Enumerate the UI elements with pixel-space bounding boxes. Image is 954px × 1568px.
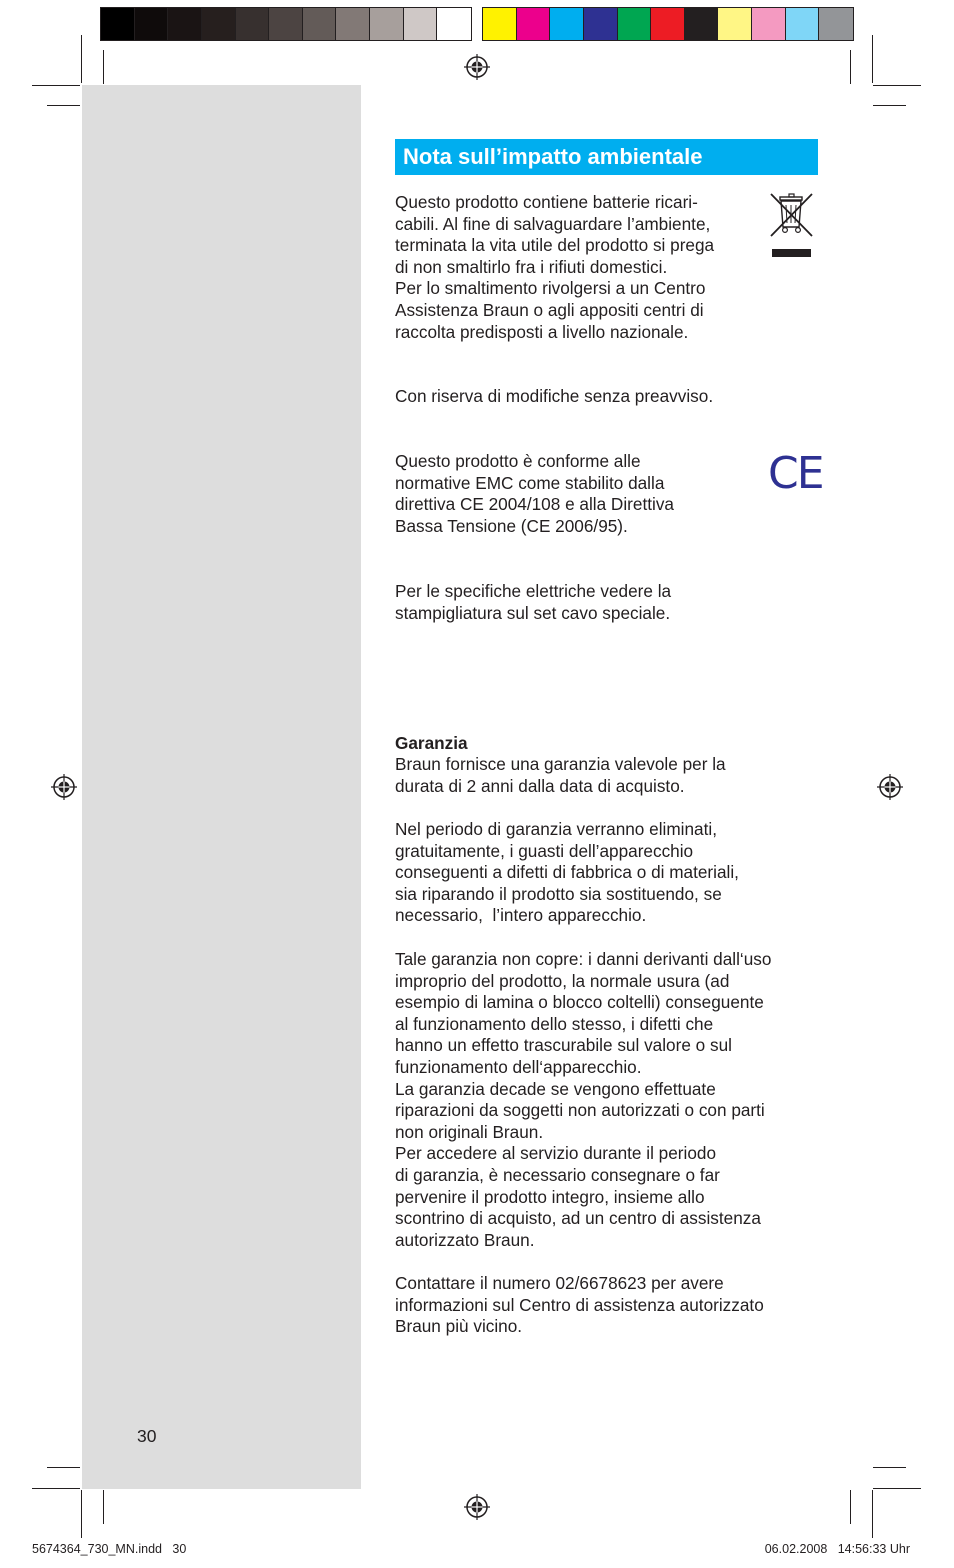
warranty-title: Garanzia (395, 733, 468, 753)
crossed-out-wheelie-bin-icon (768, 191, 816, 259)
gray-swatch (404, 8, 438, 40)
warranty-paragraph-2: Nel periodo di garanzia verranno eliminati, gratuitamente, i guasti dell’apparecchio conseguenti a difetti di fabbrica o di materiali, sia riparando il prodotto sia sostituendo, se necessario, l’intero apparecchio. (395, 819, 739, 926)
emc-paragraph: Questo prodotto è conforme alle normative EMC come stabilito dalla direttiva CE 2004/108 e alla Direttiva Bassa Tensione (CE 2006/95). (395, 451, 674, 536)
gray-swatch (336, 8, 370, 40)
color-swatch (819, 8, 853, 40)
color-swatch (584, 8, 618, 40)
gray-swatch (303, 8, 337, 40)
gray-swatch (269, 8, 303, 40)
warranty-paragraph-3: Tale garanzia non copre: i danni derivanti dall‘uso improprio del prodotto, la normale usura (ad esempio di lamina o blocco coltelli) conseguente al funzionamento dello stesso, i difetti che hanno un effetto trascurabile sul valore o sul funzionamento dell‘apparecchio. La garanzia decade se vengono effettuate riparazioni da soggetti non autorizzati o con parti non originali Braun. Per accedere al servizio durante il periodo di garanzia, è necessario consegnare o far pervenire il prodotto integro, insieme allo scontrino di acquisto, ad un centro di assistenza autorizzato Braun. (395, 949, 772, 1250)
warranty-paragraph-4: Contattare il numero 02/6678623 per avere informazioni sul Centro di assistenza autorizzato Braun più vicino. (395, 1273, 764, 1337)
registration-mark-icon (464, 54, 490, 80)
environment-paragraph: Questo prodotto contiene batterie ricari- cabili. Al fine di salvaguardare l’ambiente, terminata la vita utile del prodotto si prega di non smaltirlo fra i rifiuti domestici. Per lo smaltimento rivolgersi a un Centro Assistenza Braun o agli appositi centri di raccolta predisposti a livello nazionale. (395, 192, 715, 342)
gray-swatch (101, 8, 135, 40)
color-swatch (483, 8, 517, 40)
color-swatch (651, 8, 685, 40)
grayscale-calibration-bar (100, 7, 472, 41)
page-number: 30 (137, 1426, 157, 1446)
color-swatch (685, 8, 719, 40)
gray-swatch (370, 8, 404, 40)
color-swatch (752, 8, 786, 40)
color-calibration-bar (482, 7, 854, 41)
color-swatch (550, 8, 584, 40)
gray-swatch (437, 8, 471, 40)
color-swatch (718, 8, 752, 40)
color-swatch (618, 8, 652, 40)
slug-filename: 5674364_730_MN.indd 30 (32, 1542, 187, 1556)
electrical-specs-paragraph: Per le specifiche elettriche vedere la stampigliatura sul set cavo speciale. (395, 581, 672, 623)
gray-swatch (168, 8, 202, 40)
gray-swatch (135, 8, 169, 40)
modifications-notice: Con riserva di modifiche senza preavviso. (395, 386, 714, 406)
ce-mark-icon: CE (768, 448, 823, 499)
registration-mark-icon (51, 774, 77, 800)
slug-timestamp: 06.02.2008 14:56:33 Uhr (764, 1542, 910, 1556)
left-margin-panel (82, 85, 361, 1489)
warranty-paragraph-1: Braun fornisce una garanzia valevole per la durata di 2 anni dalla data di acquisto. (395, 754, 726, 796)
registration-mark-icon (877, 774, 903, 800)
section-heading: Nota sull’impatto ambientale (395, 139, 818, 175)
gray-swatch (202, 8, 236, 40)
registration-mark-icon (464, 1494, 490, 1520)
color-swatch (786, 8, 820, 40)
color-swatch (517, 8, 551, 40)
gray-swatch (236, 8, 270, 40)
